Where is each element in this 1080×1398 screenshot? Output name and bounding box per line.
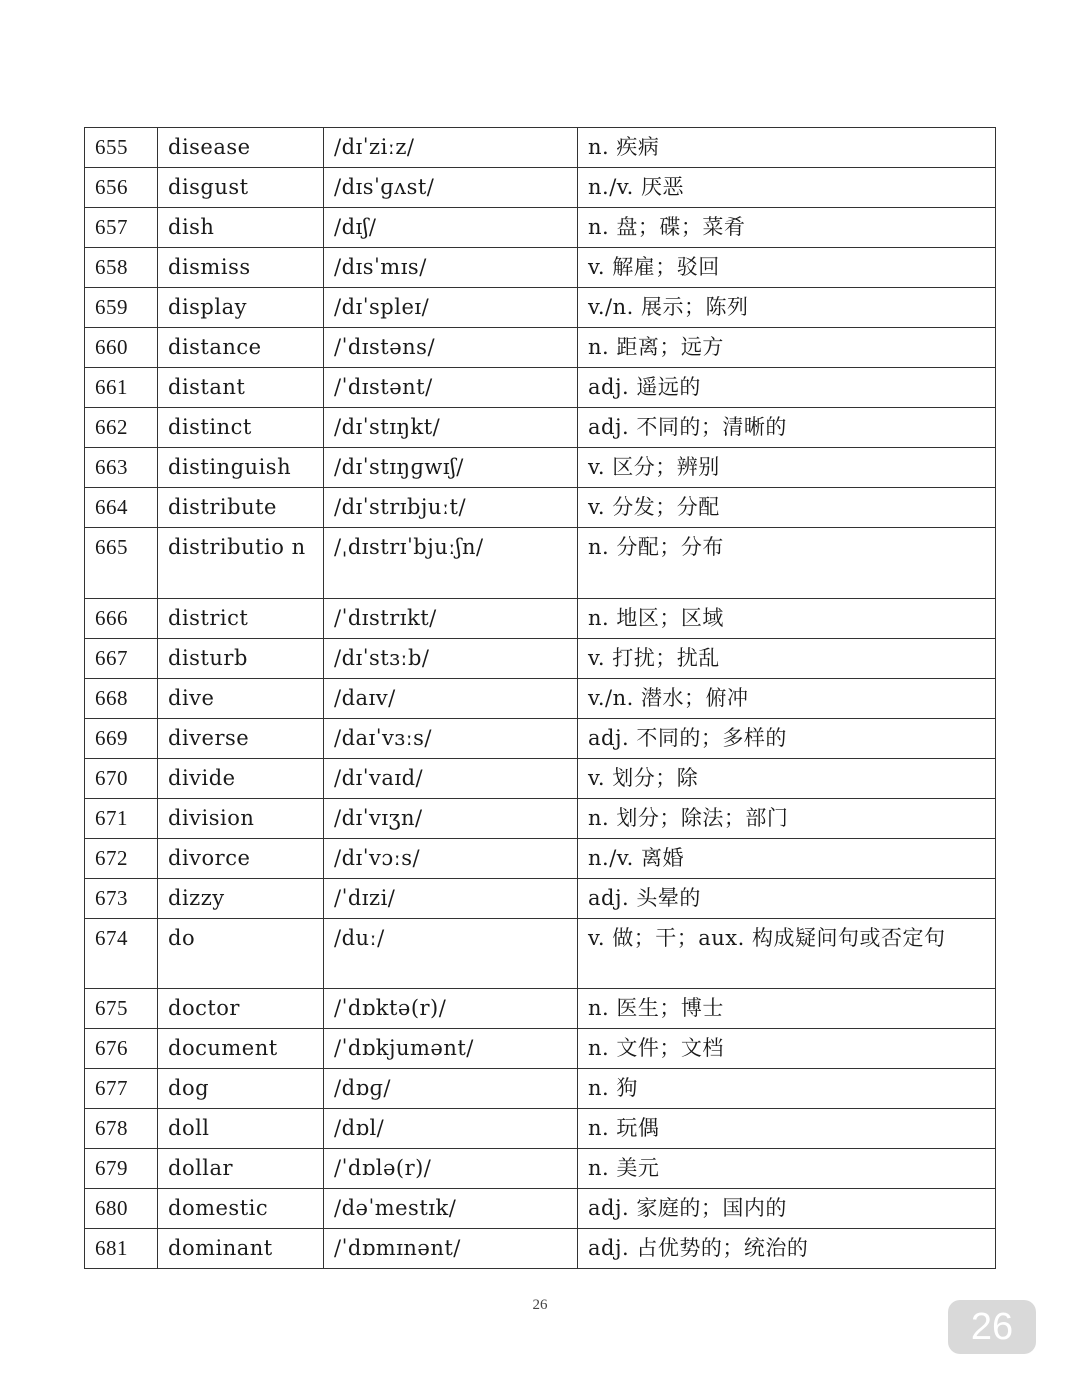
entry-number: 665	[85, 528, 158, 599]
entry-phonetic: /dɪsˈɡʌst/	[324, 168, 578, 208]
table-row	[85, 368, 996, 408]
entry-phonetic: /dɪˈspleɪ/	[324, 288, 578, 328]
table-row	[85, 1229, 996, 1269]
table-row	[85, 288, 996, 328]
entry-meaning: adj. 占优势的；统治的	[578, 1229, 996, 1269]
table-row	[85, 488, 996, 528]
entry-phonetic: /dɪˈstɪŋɡwɪʃ/	[324, 448, 578, 488]
entry-meaning: adj. 头晕的	[578, 878, 996, 918]
entry-meaning: v. 做；干；aux. 构成疑问句或否定句	[578, 918, 996, 989]
entry-number: 675	[85, 989, 158, 1029]
entry-number: 656	[85, 168, 158, 208]
entry-word: distinguish	[158, 448, 324, 488]
entry-word: dollar	[158, 1149, 324, 1189]
vocabulary-table	[84, 127, 996, 1269]
entry-meaning: v. 区分；辨别	[578, 448, 996, 488]
table-row	[85, 1069, 996, 1109]
table-row	[85, 838, 996, 878]
entry-word: distribute	[158, 488, 324, 528]
entry-phonetic: /ˌdɪstrɪˈbjuːʃn/	[324, 528, 578, 599]
entry-meaning: n. 美元	[578, 1149, 996, 1189]
entry-phonetic: /dɪˈstɪŋkt/	[324, 408, 578, 448]
entry-number: 672	[85, 838, 158, 878]
entry-phonetic: /ˈdɒktə(r)/	[324, 989, 578, 1029]
entry-meaning: n. 盘；碟；菜肴	[578, 208, 996, 248]
entry-phonetic: /ˈdɒmɪnənt/	[324, 1229, 578, 1269]
entry-number: 681	[85, 1229, 158, 1269]
entry-phonetic: /dɒl/	[324, 1109, 578, 1149]
entry-word: doctor	[158, 989, 324, 1029]
entry-phonetic: /ˈdɒlə(r)/	[324, 1149, 578, 1189]
entry-phonetic: /dɪˈvɪʒn/	[324, 798, 578, 838]
entry-number: 667	[85, 638, 158, 678]
entry-number: 660	[85, 328, 158, 368]
entry-number: 673	[85, 878, 158, 918]
entry-phonetic: /dɪˈziːz/	[324, 128, 578, 168]
entry-number: 655	[85, 128, 158, 168]
entry-word: dive	[158, 678, 324, 718]
entry-number: 664	[85, 488, 158, 528]
entry-number: 668	[85, 678, 158, 718]
entry-word: division	[158, 798, 324, 838]
entry-meaning: n. 距离；远方	[578, 328, 996, 368]
entry-number: 663	[85, 448, 158, 488]
entry-meaning: n. 划分；除法；部门	[578, 798, 996, 838]
entry-number: 670	[85, 758, 158, 798]
entry-number: 674	[85, 918, 158, 989]
table-row	[85, 328, 996, 368]
entry-word: doll	[158, 1109, 324, 1149]
entry-meaning: n./v. 厌恶	[578, 168, 996, 208]
entry-phonetic: /daɪˈvɜːs/	[324, 718, 578, 758]
table-row	[85, 1109, 996, 1149]
entry-phonetic: /ˈdɪzi/	[324, 878, 578, 918]
entry-meaning: n. 分配；分布	[578, 528, 996, 599]
entry-meaning: n. 疾病	[578, 128, 996, 168]
entry-word: dominant	[158, 1229, 324, 1269]
table-row	[85, 989, 996, 1029]
entry-word: diverse	[158, 718, 324, 758]
entry-word: distant	[158, 368, 324, 408]
entry-word: dizzy	[158, 878, 324, 918]
entry-phonetic: /ˈdɪstrɪkt/	[324, 598, 578, 638]
table-row	[85, 678, 996, 718]
entry-number: 678	[85, 1109, 158, 1149]
entry-number: 659	[85, 288, 158, 328]
vocabulary-table-body	[85, 128, 996, 1269]
entry-meaning: n. 玩偶	[578, 1109, 996, 1149]
entry-number: 671	[85, 798, 158, 838]
table-row	[85, 208, 996, 248]
entry-word: divide	[158, 758, 324, 798]
entry-meaning: v./n. 潜水；俯冲	[578, 678, 996, 718]
entry-word: display	[158, 288, 324, 328]
table-row	[85, 918, 996, 989]
entry-number: 676	[85, 1029, 158, 1069]
entry-word: distinct	[158, 408, 324, 448]
entry-phonetic: /dɪʃ/	[324, 208, 578, 248]
entry-number: 679	[85, 1149, 158, 1189]
entry-meaning: v. 打扰；扰乱	[578, 638, 996, 678]
entry-word: dismiss	[158, 248, 324, 288]
table-row	[85, 798, 996, 838]
table-row	[85, 1189, 996, 1229]
entry-phonetic: /ˈdɒkjumənt/	[324, 1029, 578, 1069]
entry-meaning: v./n. 展示；陈列	[578, 288, 996, 328]
entry-meaning: v. 划分；除	[578, 758, 996, 798]
table-row	[85, 718, 996, 758]
table-row	[85, 598, 996, 638]
entry-number: 657	[85, 208, 158, 248]
entry-number: 680	[85, 1189, 158, 1229]
entry-meaning: n. 文件；文档	[578, 1029, 996, 1069]
entry-word: dish	[158, 208, 324, 248]
entry-phonetic: /ˈdɪstənt/	[324, 368, 578, 408]
entry-word: disgust	[158, 168, 324, 208]
entry-number: 662	[85, 408, 158, 448]
table-row	[85, 528, 996, 599]
entry-meaning: adj. 家庭的；国内的	[578, 1189, 996, 1229]
entry-word: disturb	[158, 638, 324, 678]
entry-number: 661	[85, 368, 158, 408]
entry-number: 658	[85, 248, 158, 288]
entry-phonetic: /dɪˈvaɪd/	[324, 758, 578, 798]
entry-phonetic: /dɒɡ/	[324, 1069, 578, 1109]
entry-word: divorce	[158, 838, 324, 878]
entry-phonetic: /dɪˈstrɪbjuːt/	[324, 488, 578, 528]
table-row	[85, 1149, 996, 1189]
page-number: 26	[532, 1297, 548, 1313]
entry-number: 669	[85, 718, 158, 758]
entry-meaning: adj. 不同的；清晰的	[578, 408, 996, 448]
table-row	[85, 168, 996, 208]
entry-phonetic: /duː/	[324, 918, 578, 989]
entry-phonetic: /daɪv/	[324, 678, 578, 718]
entry-number: 666	[85, 598, 158, 638]
page-number-badge: 26	[948, 1300, 1036, 1354]
table-row	[85, 448, 996, 488]
entry-word: district	[158, 598, 324, 638]
entry-meaning: adj. 不同的；多样的	[578, 718, 996, 758]
entry-meaning: n. 地区；区域	[578, 598, 996, 638]
entry-meaning: adj. 遥远的	[578, 368, 996, 408]
table-row	[85, 1029, 996, 1069]
entry-word: dog	[158, 1069, 324, 1109]
entry-meaning: n. 医生；博士	[578, 989, 996, 1029]
entry-word: disease	[158, 128, 324, 168]
table-row	[85, 408, 996, 448]
entry-phonetic: /dɪˈvɔːs/	[324, 838, 578, 878]
entry-phonetic: /ˈdɪstəns/	[324, 328, 578, 368]
entry-meaning: v. 解雇；驳回	[578, 248, 996, 288]
entry-meaning: n. 狗	[578, 1069, 996, 1109]
table-row	[85, 638, 996, 678]
table-row	[85, 878, 996, 918]
entry-phonetic: /dəˈmestɪk/	[324, 1189, 578, 1229]
entry-meaning: v. 分发；分配	[578, 488, 996, 528]
entry-word: distance	[158, 328, 324, 368]
table-row	[85, 248, 996, 288]
entry-word: distributio n	[158, 528, 324, 599]
entry-word: document	[158, 1029, 324, 1069]
entry-meaning: n./v. 离婚	[578, 838, 996, 878]
entry-word: domestic	[158, 1189, 324, 1229]
table-row	[85, 128, 996, 168]
entry-number: 677	[85, 1069, 158, 1109]
table-row	[85, 758, 996, 798]
entry-phonetic: /dɪsˈmɪs/	[324, 248, 578, 288]
entry-word: do	[158, 918, 324, 989]
entry-phonetic: /dɪˈstɜːb/	[324, 638, 578, 678]
